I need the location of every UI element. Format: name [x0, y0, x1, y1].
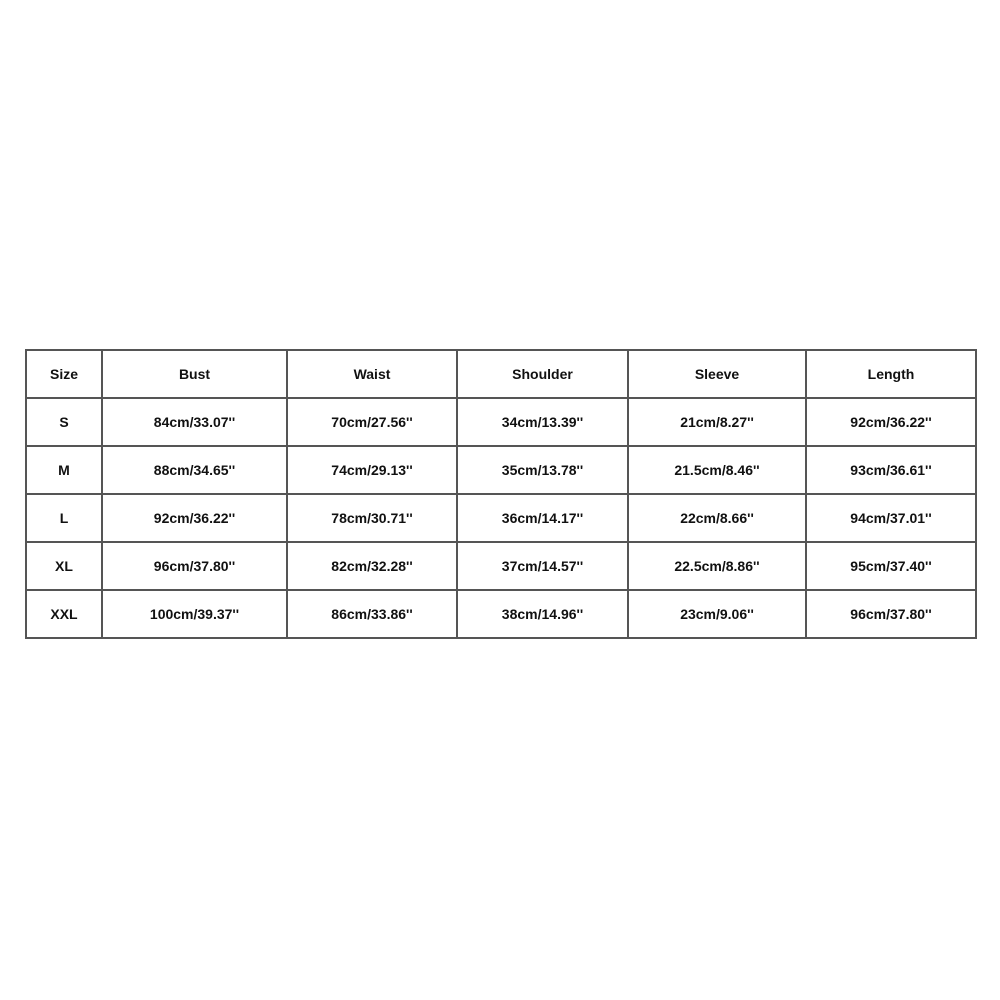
cell-bust: 88cm/34.65'' [102, 446, 287, 494]
header-length: Length [806, 350, 976, 398]
cell-shoulder: 36cm/14.17'' [457, 494, 628, 542]
cell-bust: 96cm/37.80'' [102, 542, 287, 590]
cell-shoulder: 35cm/13.78'' [457, 446, 628, 494]
cell-shoulder: 34cm/13.39'' [457, 398, 628, 446]
cell-waist: 70cm/27.56'' [287, 398, 457, 446]
header-row [26, 350, 976, 398]
header-shoulder: Shoulder [457, 350, 628, 398]
cell-shoulder: 38cm/14.96'' [457, 590, 628, 638]
cell-waist: 86cm/33.86'' [287, 590, 457, 638]
cell-sleeve: 21.5cm/8.46'' [628, 446, 806, 494]
cell-sleeve: 23cm/9.06'' [628, 590, 806, 638]
cell-length: 96cm/37.80'' [806, 590, 976, 638]
cell-size: XL [26, 542, 102, 590]
cell-length: 95cm/37.40'' [806, 542, 976, 590]
cell-size: M [26, 446, 102, 494]
cell-size: L [26, 494, 102, 542]
header-sleeve: Sleeve [628, 350, 806, 398]
cell-waist: 78cm/30.71'' [287, 494, 457, 542]
cell-bust: 92cm/36.22'' [102, 494, 287, 542]
header-waist: Waist [287, 350, 457, 398]
table-row [26, 446, 976, 494]
cell-sleeve: 22cm/8.66'' [628, 494, 806, 542]
cell-sleeve: 22.5cm/8.86'' [628, 542, 806, 590]
header-bust: Bust [102, 350, 287, 398]
cell-size: XXL [26, 590, 102, 638]
cell-bust: 84cm/33.07'' [102, 398, 287, 446]
cell-length: 94cm/37.01'' [806, 494, 976, 542]
size-chart-table [25, 349, 977, 639]
cell-waist: 82cm/32.28'' [287, 542, 457, 590]
cell-waist: 74cm/29.13'' [287, 446, 457, 494]
cell-shoulder: 37cm/14.57'' [457, 542, 628, 590]
cell-length: 92cm/36.22'' [806, 398, 976, 446]
cell-sleeve: 21cm/8.27'' [628, 398, 806, 446]
header-size: Size [26, 350, 102, 398]
table-row [26, 398, 976, 446]
cell-bust: 100cm/39.37'' [102, 590, 287, 638]
cell-size: S [26, 398, 102, 446]
table-row [26, 494, 976, 542]
table-row [26, 590, 976, 638]
table-row [26, 542, 976, 590]
cell-length: 93cm/36.61'' [806, 446, 976, 494]
